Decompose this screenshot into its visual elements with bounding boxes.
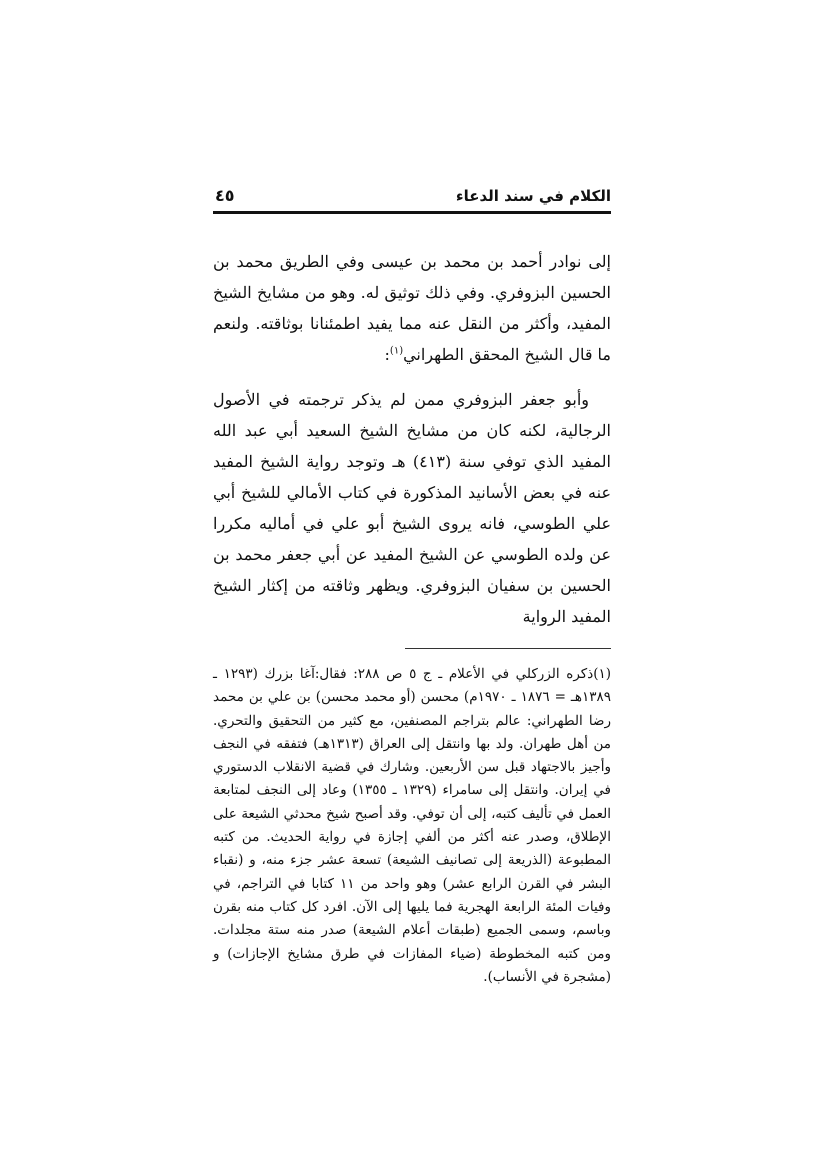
paragraph-1-end: : [384, 345, 390, 364]
footnote-1: (١)ذكره الزركلي في الأعلام ـ ج ٥ ص ٢٨٨: فقال:آغا بزرك (١٢٩٣ ـ ١٣٨٩هـ = ١٨٧٦ ـ ١٩٧٠م) محسن (أو محمد محسن) بن علي بن محمد رضا الطهراني: عالم بتراجم المصنفين، مع كثير من التحقيق والتحري. من أهل طهران. ولد بها وانتقل إلى العراق (١٣١٣هـ) فتفقه في النجف وأجيز بالاجتهاد قبل سن الأربعين. وشارك في قضية الانقلاب الدستوري في إيران. وانتقل إلى سامراء (١٣٢٩ ـ ١٣٥٥) وعاد إلى النجف لمتابعة العمل في تأليف كتبه، إلى أن توفي. وقد أصبح شيخ محدثي الشيعة على الإطلاق، وصدر عنه أكثر من ألفي إجازة في رواية الحديث. من كتبه المطبوعة (الذريعة إلى تصانيف الشيعة) تسعة عشر جزء منه، و (نقباء البشر في القرن الرابع عشر) وهو واحد من ١١ كتابا في التراجم، في وفيات المئة الرابعة الهجرية فما يليها إلى الآن. افرد كل كتاب منه بقرن وباسم، وسمى الجميع (طبقات أعلام الشيعة) صدر منه ستة مجلدات. ومن كتبه المخطوطة (ضياء المفازات في طرق مشايخ الإجازات) و (مشجرة في الأنساب). [213, 666, 612, 985]
footnote-reference[interactable]: (١) [389, 345, 404, 357]
running-header-title: الكلام في سند الدعاء [455, 187, 611, 205]
book-page [213, 185, 611, 989]
paragraph-1-text: إلى نوادر أحمد بن محمد بن عيسى وفي الطريق محمد بن الحسين البزوفري. وفي ذلك توثيق له. وهو من مشايخ الشيخ المفيد، وأكثر من النقل عنه مما يفيد اطمئنانا بوثاقته. ولنعم ما قال الشيخ المحقق الطهراني [213, 252, 611, 364]
running-header [213, 185, 611, 214]
paragraph-1 [213, 246, 611, 370]
paragraph-2: وأبو جعفر البزوفري ممن لم يذكر ترجمته في الأصول الرجالية، لكنه كان من مشايخ الشيخ السعيد أبي عبد الله المفيد الذي توفي سنة (٤١٣) هـ وتوجد رواية الشيخ المفيد عنه في بعض الأسانيد المذكورة في كتاب الأمالي للشيخ أبي علي الطوسي، فانه يروى الشيخ أبو علي في أماليه مكررا عن ولده الطوسي عن الشيخ المفيد عن أبي جعفر محمد بن الحسين بن سفيان البزوفري. ويظهر وثاقته من إكثار الشيخ المفيد الرواية [213, 390, 612, 626]
footnote-separator [405, 648, 611, 649]
main-text [213, 246, 611, 632]
page-number: ٤٥ [215, 186, 235, 205]
